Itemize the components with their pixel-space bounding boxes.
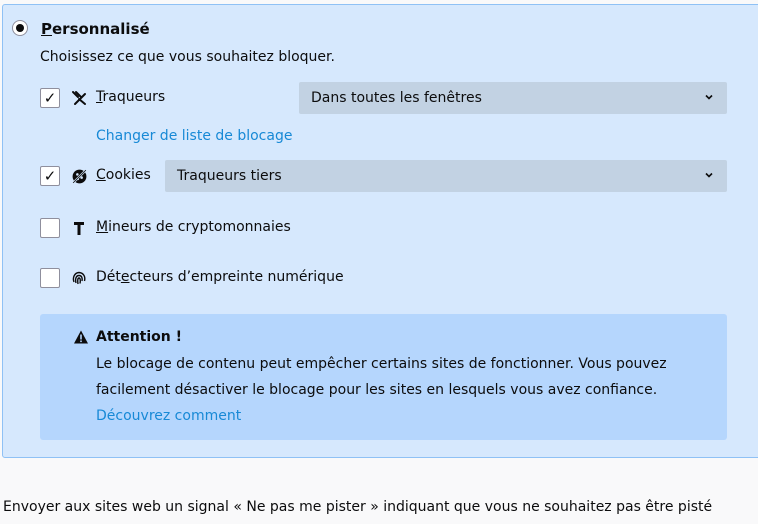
chevron-down-icon	[703, 169, 715, 185]
cryptominers-checkbox[interactable]	[40, 218, 60, 238]
do-not-track-text: Envoyer aux sites web un signal « Ne pas me pister » indiquant que vous ne souhaitez pas être pisté	[3, 499, 713, 515]
chevron-down-icon	[703, 91, 715, 107]
change-block-list-link[interactable]: Changer de liste de blocage	[96, 128, 293, 144]
fingerprint-icon	[70, 269, 88, 287]
warning-icon	[73, 329, 89, 345]
cookies-label[interactable]: Cookies	[96, 167, 151, 183]
fingerprinters-checkbox[interactable]	[40, 268, 60, 288]
trackers-checkbox[interactable]	[40, 88, 60, 108]
checkmark-icon: ✓	[43, 166, 57, 185]
learn-how-link[interactable]: Découvrez comment	[96, 408, 242, 424]
warning-box	[40, 314, 727, 440]
warning-body	[96, 351, 716, 429]
custom-radio-button[interactable]	[12, 20, 28, 36]
checkmark-icon: ✓	[43, 88, 57, 107]
cookies-select[interactable]	[165, 160, 727, 192]
trackers-select[interactable]	[299, 82, 727, 114]
trackers-label[interactable]: Traqueurs	[96, 89, 166, 105]
hammer-icon	[70, 219, 88, 237]
cookies-checkbox[interactable]	[40, 166, 60, 186]
cookies-select-value: Traqueurs tiers	[177, 168, 282, 184]
warning-text: Le blocage de contenu peut empêcher certains sites de fonctionner. Vous pouvez facilement désactiver le blocage pour les sites en lesquels vous avez confiance.	[96, 356, 667, 398]
trackers-select-value: Dans toutes les fenêtres	[311, 90, 482, 106]
cryptominers-label[interactable]: Mineurs de cryptomonnaies	[96, 219, 291, 235]
cookie-icon	[70, 167, 88, 185]
custom-title[interactable]: Personnalisé	[41, 20, 150, 38]
custom-description: Choisissez ce que vous souhaitez bloquer.	[40, 49, 335, 65]
warning-title: Attention !	[96, 329, 183, 345]
fingerprinters-label[interactable]: Détecteurs d’empreinte numérique	[96, 269, 344, 285]
tracker-icon	[70, 89, 88, 107]
